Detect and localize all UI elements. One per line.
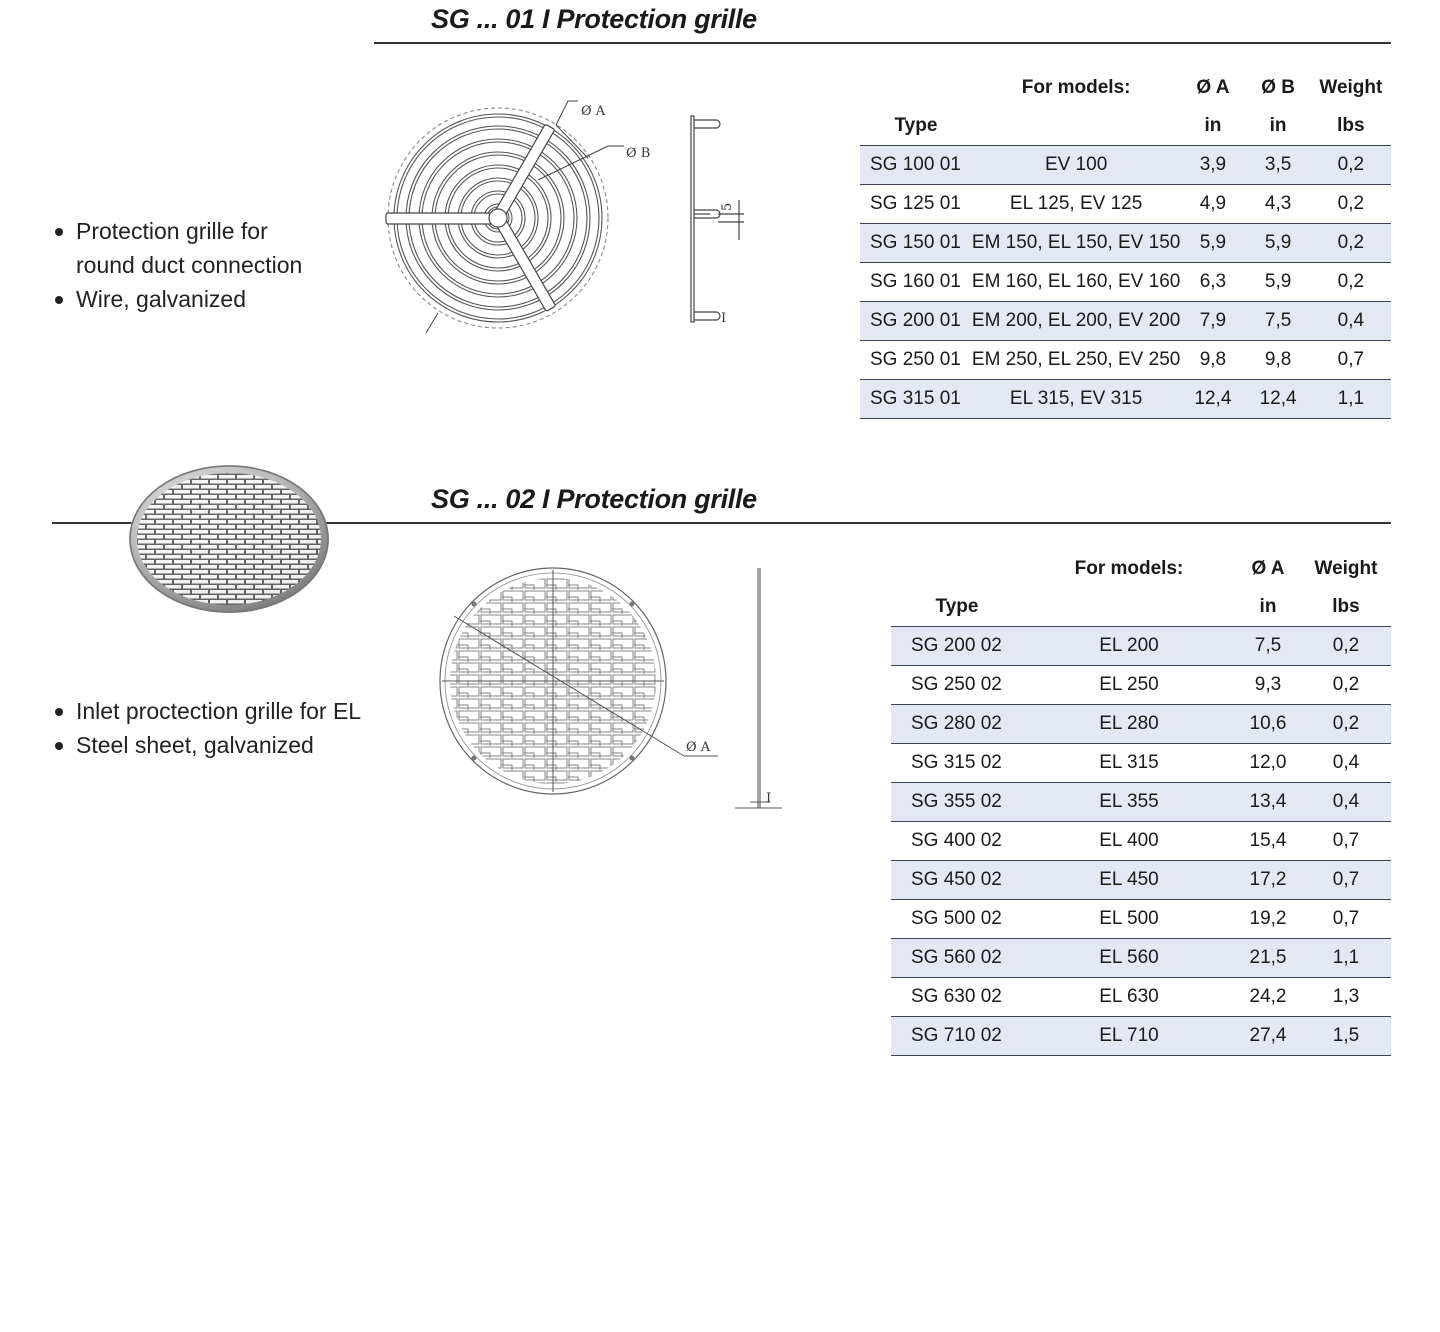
section1-bullet (52, 282, 372, 316)
cell-type: SG 450 02 (891, 860, 1023, 899)
cell-w: 0,2 (1301, 626, 1391, 665)
cell-type: SG 315 02 (891, 743, 1023, 782)
cell-a: 17,2 (1235, 860, 1301, 899)
section2-bullets (52, 694, 422, 762)
cell-w: 0,2 (1311, 184, 1391, 223)
cell-a: 13,4 (1235, 782, 1301, 821)
cell-w: 0,2 (1311, 145, 1391, 184)
cell-models: EL 400 (1023, 821, 1235, 860)
cell-type: SG 560 02 (891, 938, 1023, 977)
cell-models: EL 280 (1023, 704, 1235, 743)
section1-bullets (52, 214, 372, 316)
cell-models: EL 200 (1023, 626, 1235, 665)
cell-b: 7,5 (1246, 301, 1311, 340)
header-unit-w: lbs (1332, 595, 1360, 617)
table-row (860, 184, 1391, 223)
cell-models: EL 315 (1023, 743, 1235, 782)
perforated-grille-side-drawing (730, 566, 790, 816)
wire-grille-front-drawing (378, 98, 651, 338)
table-row (891, 899, 1391, 938)
header-empty (860, 69, 972, 107)
cell-b: 5,9 (1246, 223, 1311, 262)
cell-a: 21,5 (1235, 938, 1301, 977)
cell-models: EL 560 (1023, 938, 1235, 977)
cell-a: 5,9 (1180, 223, 1245, 262)
cell-w: 1,1 (1301, 938, 1391, 977)
cell-type: SG 280 02 (891, 704, 1023, 743)
table-row (891, 704, 1391, 743)
cell-models: EL 500 (1023, 899, 1235, 938)
cell-b: 12,4 (1246, 379, 1311, 418)
cell-w: 0,7 (1301, 899, 1391, 938)
dim-label-a: Ø A (581, 104, 606, 119)
cell-a: 27,4 (1235, 1016, 1301, 1055)
cell-w: 0,7 (1311, 340, 1391, 379)
cell-type: SG 150 01 (860, 223, 972, 262)
dim-5: 5 (720, 202, 735, 211)
cell-models: EL 630 (1023, 977, 1235, 1016)
cell-a: 9,3 (1235, 665, 1301, 704)
header-weight: Weight (1314, 558, 1378, 579)
cell-b: 4,3 (1246, 184, 1311, 223)
header-empty (1023, 588, 1235, 626)
cell-models: EM 150, EL 150, EV 150 (972, 223, 1180, 262)
header-dia-b: Ø B (1261, 77, 1295, 98)
wire-grille-side-drawing (686, 114, 746, 329)
cell-type: SG 250 02 (891, 665, 1023, 704)
section1-bullet (52, 214, 372, 282)
header-unit-b: in (1269, 114, 1287, 136)
header-empty (891, 550, 1023, 588)
cell-models: EL 450 (1023, 860, 1235, 899)
header-weight: Weight (1319, 77, 1383, 98)
cell-w: 0,2 (1311, 262, 1391, 301)
header-unit-a: in (1204, 114, 1222, 136)
table-row (891, 743, 1391, 782)
cell-type: SG 710 02 (891, 1016, 1023, 1055)
cell-a: 12,0 (1235, 743, 1301, 782)
cell-w: 1,5 (1301, 1016, 1391, 1055)
cell-type: SG 250 01 (860, 340, 972, 379)
cell-models: EL 250 (1023, 665, 1235, 704)
section1-spec-table (860, 69, 1391, 419)
section2-title: SG ... 02 I Protection grille (431, 484, 757, 514)
cell-b: 5,9 (1246, 262, 1311, 301)
table-header-row (891, 588, 1391, 626)
cell-models: EL 710 (1023, 1016, 1235, 1055)
header-type: Type (935, 595, 979, 617)
cell-type: SG 160 01 (860, 262, 972, 301)
header-type: Type (894, 114, 938, 136)
table-row (891, 665, 1391, 704)
cell-models: EV 100 (972, 145, 1180, 184)
bullet-text: Inlet proctection grille for EL (76, 698, 362, 724)
cell-models: EM 160, EL 160, EV 160 (972, 262, 1180, 301)
cell-type: SG 400 02 (891, 821, 1023, 860)
table-row (891, 782, 1391, 821)
cell-w: 0,4 (1311, 301, 1391, 340)
header-dia-a: Ø A (1251, 558, 1285, 579)
cell-a: 10,6 (1235, 704, 1301, 743)
cell-w: 0,2 (1311, 223, 1391, 262)
cell-models: EL 355 (1023, 782, 1235, 821)
cell-type: SG 125 01 (860, 184, 972, 223)
section1-rule (374, 42, 1391, 44)
cell-type: SG 100 01 (860, 145, 972, 184)
cell-type: SG 315 01 (860, 379, 972, 418)
cell-models: EL 315, EV 315 (972, 379, 1180, 418)
cell-w: 0,7 (1301, 821, 1391, 860)
cell-type: SG 630 02 (891, 977, 1023, 1016)
section2-spec-table (891, 550, 1391, 1056)
bullet-text: Protection grille for round duct connection (76, 218, 303, 278)
table-row (860, 340, 1391, 379)
table-row (860, 301, 1391, 340)
cell-a: 9,8 (1180, 340, 1245, 379)
table-row (860, 379, 1391, 418)
cell-type: SG 355 02 (891, 782, 1023, 821)
cell-w: 1,3 (1301, 977, 1391, 1016)
cell-a: 6,3 (1180, 262, 1245, 301)
cell-type: SG 200 01 (860, 301, 972, 340)
section2-bullet (52, 728, 422, 762)
perforated-grille-photo (128, 464, 330, 614)
table-row (891, 977, 1391, 1016)
dim-label-a: Ø A (686, 740, 711, 755)
table-row (860, 262, 1391, 301)
section2-bullet (52, 694, 422, 728)
header-models: For models: (1074, 558, 1184, 579)
cell-w: 0,4 (1301, 743, 1391, 782)
table-row (860, 145, 1391, 184)
header-models: For models: (1021, 77, 1131, 98)
cell-models: EL 125, EV 125 (972, 184, 1180, 223)
cell-w: 0,7 (1301, 860, 1391, 899)
section1-title: SG ... 01 I Protection grille (431, 4, 757, 34)
table-row (891, 1016, 1391, 1055)
cell-a: 4,9 (1180, 184, 1245, 223)
cell-w: 0,4 (1301, 782, 1391, 821)
cell-type: SG 500 02 (891, 899, 1023, 938)
table-row (891, 860, 1391, 899)
header-unit-a: in (1259, 595, 1277, 617)
cell-a: 7,9 (1180, 301, 1245, 340)
cell-a: 3,9 (1180, 145, 1245, 184)
dim-label-b: Ø B (626, 146, 651, 161)
table-row (891, 938, 1391, 977)
header-empty (972, 107, 1180, 145)
cell-a: 15,4 (1235, 821, 1301, 860)
cell-a: 24,2 (1235, 977, 1301, 1016)
bullet-text: Wire, galvanized (76, 286, 247, 312)
table-row (891, 821, 1391, 860)
header-dia-a: Ø A (1196, 77, 1230, 98)
cell-models: EM 250, EL 250, EV 250 (972, 340, 1180, 379)
cell-b: 3,5 (1246, 145, 1311, 184)
perforated-grille-front-drawing (436, 566, 726, 806)
table-header-row (891, 550, 1391, 588)
bullet-text: Steel sheet, galvanized (76, 732, 314, 758)
cell-b: 9,8 (1246, 340, 1311, 379)
cell-w: 1,1 (1311, 379, 1391, 418)
cell-models: EM 200, EL 200, EV 200 (972, 301, 1180, 340)
cell-a: 19,2 (1235, 899, 1301, 938)
table-row (860, 223, 1391, 262)
table-header-row (860, 107, 1391, 145)
header-unit-w: lbs (1337, 114, 1365, 136)
dim-1: I (766, 791, 772, 806)
cell-type: SG 200 02 (891, 626, 1023, 665)
cell-w: 0,2 (1301, 704, 1391, 743)
dim-1: I (721, 311, 727, 326)
cell-w: 0,2 (1301, 665, 1391, 704)
table-header-row (860, 69, 1391, 107)
cell-a: 7,5 (1235, 626, 1301, 665)
table-row (891, 626, 1391, 665)
cell-a: 12,4 (1180, 379, 1245, 418)
